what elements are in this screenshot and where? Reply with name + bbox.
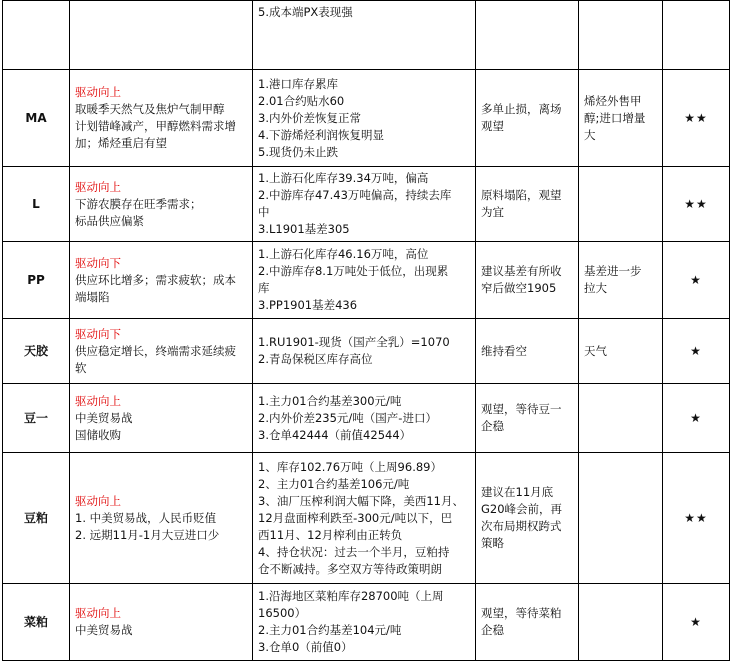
fact-line: 3.内外价差恢复正常 xyxy=(258,110,361,125)
table-row xyxy=(3,384,730,453)
strategy-line: 企稳 xyxy=(481,623,504,637)
fact-line: 5.现货仍未止跌 xyxy=(258,144,338,159)
spread-line: 大 xyxy=(584,127,596,142)
facts-cell xyxy=(253,319,476,384)
spread-line: 烯烃外售甲 xyxy=(584,93,642,108)
spread-cell xyxy=(579,384,663,453)
rating-cell xyxy=(663,70,730,167)
driver-description-line: 软 xyxy=(75,360,87,375)
fact-line: 2、主力01合约基差106元/吨 xyxy=(258,476,410,491)
fact-line: 2.主力01合约基差104元/吨 xyxy=(258,623,402,637)
driver-direction: 驱动向下 xyxy=(75,326,121,341)
strategy-line: 多单止损，离场 xyxy=(481,102,562,116)
driver-description-line: 中美贸易战 xyxy=(75,410,133,425)
strategy-line: 策略 xyxy=(481,536,504,550)
strategy-line: 窄后做空1905 xyxy=(481,281,557,295)
spread-cell xyxy=(579,167,663,242)
commodity-name-cell xyxy=(3,70,70,167)
rating-cell xyxy=(663,384,730,453)
driver-direction: 驱动向上 xyxy=(75,179,121,194)
fact-line: 库 xyxy=(258,281,270,295)
driver-description-line: 计划错峰减产，甲醇燃料需求增 xyxy=(75,119,236,133)
fact-line: 1、库存102.76万吨（上周96.89） xyxy=(258,459,442,474)
strategy-line: 观望，等待菜粕 xyxy=(481,606,562,620)
table-body xyxy=(3,1,730,661)
fact-line: 3.仓单42444（前值42544） xyxy=(258,427,412,442)
commodity-name: PP xyxy=(27,272,45,287)
driver-description-line: 端塌陷 xyxy=(75,289,110,304)
fact-line: 1.沿海地区菜粕库存28700吨（上周 xyxy=(258,589,444,603)
fact-line: 仓不断减持。多空双方等待政策明朗 xyxy=(258,561,442,576)
fact-line: 2.中游库存47.43万吨偏高，持续去库 xyxy=(258,188,452,202)
rating-cell xyxy=(663,453,730,584)
spread-cell xyxy=(579,453,663,584)
table-row xyxy=(3,453,730,584)
table-row xyxy=(3,167,730,242)
spread-cell xyxy=(579,242,663,319)
rating-stars: ★★ xyxy=(684,196,708,211)
spread-line: 基差进一步 xyxy=(584,264,642,278)
commodity-name-cell xyxy=(3,319,70,384)
commodity-name: 菜粕 xyxy=(23,614,48,629)
fact-line: 2.中游库存8.1万吨处于低位，出现累 xyxy=(258,264,449,278)
fact-line: 4.下游烯烃利润恢复明显 xyxy=(258,127,384,142)
rating-cell xyxy=(663,167,730,242)
spread-cell xyxy=(579,70,663,167)
strategy-line: 建议在11月底 xyxy=(481,485,554,499)
driver-cell xyxy=(70,584,253,661)
fact-line: 2.青岛保税区库存高位 xyxy=(258,352,373,366)
fact-line: 中 xyxy=(258,205,270,219)
facts-cell xyxy=(253,453,476,584)
driver-description-line: 2. 远期11月-1月大豆进口少 xyxy=(75,527,220,542)
commodity-name-cell xyxy=(3,384,70,453)
strategy-line: 为宜 xyxy=(481,205,504,219)
driver-description-line: 取暖季天然气及焦炉气制甲醇 xyxy=(75,102,225,116)
driver-direction: 驱动向上 xyxy=(75,606,121,620)
fact-line: 3.L1901基差305 xyxy=(258,222,350,236)
strategy-cell xyxy=(476,70,579,167)
rating-stars: ★ xyxy=(690,410,702,425)
commodity-analysis-table xyxy=(2,0,730,661)
commodity-name-cell xyxy=(3,242,70,319)
strategy-line: 维持看空 xyxy=(481,343,527,358)
facts-cell xyxy=(253,70,476,167)
driver-direction: 驱动向上 xyxy=(75,393,121,408)
driver-cell xyxy=(70,319,253,384)
strategy-line: 观望，等待豆一 xyxy=(481,402,562,416)
facts-cell xyxy=(253,1,476,70)
commodity-name-cell xyxy=(3,584,70,661)
table-row xyxy=(3,1,730,70)
fact-line: 3.PP1901基差436 xyxy=(258,298,358,312)
rating-stars: ★ xyxy=(690,272,702,287)
fact-line: 2.01合约贴水60 xyxy=(258,93,345,108)
rating-stars: ★ xyxy=(690,343,702,358)
fact-line: 5.成本端PX表现强 xyxy=(258,5,353,19)
rating-cell xyxy=(663,319,730,384)
driver-description-line: 标品供应偏紧 xyxy=(75,213,144,228)
strategy-line: 企稳 xyxy=(481,419,504,433)
spread-line: 天气 xyxy=(584,343,607,358)
driver-description-line: 供应环比增多；需求疲软；成本 xyxy=(75,272,236,287)
facts-cell xyxy=(253,167,476,242)
commodity-name: 豆粕 xyxy=(23,510,48,525)
strategy-cell xyxy=(476,167,579,242)
fact-line: 1.主力01合约基差300元/吨 xyxy=(258,393,402,408)
driver-description-line: 1. 中美贸易战，人民币贬值 xyxy=(75,510,217,525)
spread-cell xyxy=(579,1,663,70)
spread-line: 醇;进口增量 xyxy=(584,110,646,125)
rating-cell xyxy=(663,242,730,319)
fact-line: 西11月、12月榨利由正转负 xyxy=(258,527,403,542)
driver-direction: 驱动向上 xyxy=(75,493,121,508)
strategy-cell xyxy=(476,453,579,584)
fact-line: 3、油厂压榨利润大幅下降，美西11月、 xyxy=(258,493,464,508)
strategy-line: G20峰会前，再 xyxy=(481,502,563,516)
driver-description-line: 下游农膜存在旺季需求； xyxy=(75,196,202,211)
commodity-name: 豆一 xyxy=(23,410,48,425)
strategy-line: 建议基差有所收 xyxy=(481,264,562,278)
rating-stars: ★★ xyxy=(684,510,708,525)
spread-line: 拉大 xyxy=(584,281,607,295)
driver-cell xyxy=(70,384,253,453)
driver-description-line: 中美贸易战 xyxy=(75,623,133,637)
fact-line: 3.仓单0（前值0） xyxy=(258,640,353,654)
fact-line: 1.RU1901-现货（国产全乳）=1070 xyxy=(258,335,450,349)
spread-cell xyxy=(579,584,663,661)
commodity-name-cell xyxy=(3,1,70,70)
driver-description-line: 加；烯烃重启有望 xyxy=(75,136,167,150)
rating-stars: ★ xyxy=(690,614,702,629)
table-row xyxy=(3,242,730,319)
commodity-name: 天胶 xyxy=(23,343,48,358)
strategy-line: 观望 xyxy=(481,119,504,133)
strategy-cell xyxy=(476,319,579,384)
strategy-line: 原料塌陷，观望 xyxy=(481,188,562,202)
facts-cell xyxy=(253,242,476,319)
driver-cell xyxy=(70,453,253,584)
fact-line: 1.上游石化库存39.34万吨，偏高 xyxy=(258,171,429,185)
driver-direction: 驱动向下 xyxy=(75,255,121,270)
strategy-cell xyxy=(476,584,579,661)
strategy-line: 次布局期权跨式 xyxy=(481,519,562,533)
commodity-name: L xyxy=(32,196,40,211)
rating-stars: ★★ xyxy=(684,110,708,125)
facts-cell xyxy=(253,584,476,661)
driver-cell xyxy=(70,242,253,319)
driver-direction: 驱动向上 xyxy=(75,85,121,99)
driver-description-line: 供应稳定增长，终端需求延续疲 xyxy=(75,343,236,358)
table-row xyxy=(3,70,730,167)
table-row xyxy=(3,319,730,384)
driver-cell xyxy=(70,1,253,70)
fact-line: 1.上游石化库存46.16万吨，高位 xyxy=(258,247,429,261)
fact-line: 2.内外价差235元/吨（国产-进口） xyxy=(258,410,437,425)
facts-cell xyxy=(253,384,476,453)
strategy-cell xyxy=(476,242,579,319)
fact-line: 16500） xyxy=(258,606,307,620)
fact-line: 12月盘面榨利跌至-300元/吨以下，巴 xyxy=(258,510,453,525)
spread-cell xyxy=(579,319,663,384)
table-row xyxy=(3,584,730,661)
commodity-name: MA xyxy=(25,110,47,125)
driver-cell xyxy=(70,70,253,167)
commodity-name-cell xyxy=(3,167,70,242)
rating-cell xyxy=(663,584,730,661)
rating-cell xyxy=(663,1,730,70)
driver-description-line: 国储收购 xyxy=(75,427,121,442)
fact-line: 4、持仓状况：过去一个半月，豆粕持 xyxy=(258,544,450,559)
driver-cell xyxy=(70,167,253,242)
strategy-cell xyxy=(476,384,579,453)
commodity-name-cell xyxy=(3,453,70,584)
strategy-cell xyxy=(476,1,579,70)
fact-line: 1.港口库存累库 xyxy=(258,76,338,91)
